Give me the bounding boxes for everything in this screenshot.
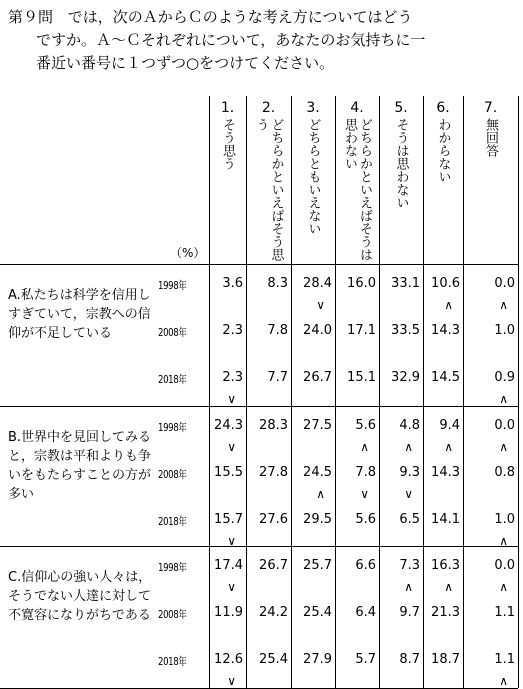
value-cell: 1.1 — [494, 605, 515, 620]
column-label: そうは思わない — [393, 118, 409, 209]
value-cell: 32.9 — [391, 370, 420, 385]
significance-mark: ∧ — [360, 440, 369, 454]
year-label: 2008年 — [158, 326, 187, 339]
significance-mark: ∨ — [227, 674, 236, 688]
value-cell: 27.6 — [259, 512, 288, 527]
value-cell: 9.4 — [439, 418, 460, 433]
value-cell: 18.7 — [431, 652, 460, 667]
value-cell: 24.3 — [214, 418, 243, 433]
value-cell: 15.7 — [214, 512, 243, 527]
question-text — [8, 6, 518, 75]
item-label-c: C.信仰心の強い人々は，そうでない人達に対して不寛容になりがちである — [8, 570, 152, 623]
unit-label: （%） — [170, 246, 206, 260]
significance-mark: ∨ — [404, 487, 413, 501]
significance-mark: ∧ — [444, 580, 453, 594]
significance-mark: ∧ — [444, 440, 453, 454]
value-cell: 16.0 — [347, 276, 376, 291]
value-cell: 10.6 — [431, 276, 460, 291]
value-cell: 2.3 — [222, 370, 243, 385]
value-cell: 12.6 — [214, 652, 243, 667]
value-cell: 4.8 — [399, 418, 420, 433]
value-cell: 24.5 — [303, 465, 332, 480]
value-cell: 24.0 — [303, 323, 332, 338]
significance-mark: ∧ — [316, 487, 325, 501]
significance-mark: ∨ — [360, 487, 369, 501]
value-cell: 1.1 — [494, 652, 515, 667]
value-cell: 25.4 — [259, 652, 288, 667]
value-cell: 8.3 — [267, 276, 288, 291]
column-number: 3. — [306, 100, 320, 116]
value-cell: 14.3 — [431, 465, 460, 480]
column-label: わからない — [435, 118, 451, 183]
column-number: 7. — [483, 100, 498, 116]
column-number: 4. — [350, 100, 364, 116]
value-cell: 29.5 — [303, 512, 332, 527]
question-label: 第９問 — [8, 8, 54, 26]
significance-mark: ∧ — [499, 674, 508, 688]
value-cell: 25.7 — [303, 558, 332, 573]
significance-mark: ∨ — [227, 392, 236, 406]
table-rule — [0, 546, 518, 547]
value-cell: 27.9 — [303, 652, 332, 667]
column-label: 無回答 — [483, 118, 498, 157]
value-cell: 27.8 — [259, 465, 288, 480]
value-cell: 7.8 — [267, 323, 288, 338]
value-cell: 5.7 — [355, 652, 376, 667]
column-header-3 — [291, 100, 335, 266]
item-label-a: A.私たちは科学を信用しすぎていて，宗教への信仰が不足している — [8, 288, 151, 341]
value-cell: 0.0 — [494, 276, 515, 291]
column-header-1 — [209, 100, 246, 170]
value-cell: 5.6 — [355, 512, 376, 527]
significance-mark: ∨ — [227, 440, 236, 454]
column-header-5 — [379, 100, 423, 209]
significance-mark: ∧ — [404, 580, 413, 594]
column-number: 1. — [220, 100, 235, 116]
value-cell: 7.7 — [267, 370, 288, 385]
column-label: どちらかといえばそう思う — [253, 118, 284, 261]
significance-mark: ∧ — [499, 580, 508, 594]
value-cell: 15.5 — [214, 465, 243, 480]
value-cell: 28.3 — [259, 418, 288, 433]
table-rule — [0, 406, 518, 407]
significance-mark: ∨ — [227, 534, 236, 548]
value-cell: 26.7 — [303, 370, 332, 385]
value-cell: 9.7 — [399, 605, 420, 620]
value-cell: 14.5 — [431, 370, 460, 385]
value-cell: 16.3 — [431, 558, 460, 573]
column-header-4 — [335, 100, 379, 266]
year-label: 1998年 — [158, 561, 187, 574]
column-header-7 — [463, 100, 518, 157]
value-cell: 24.2 — [259, 605, 288, 620]
value-cell: 27.5 — [303, 418, 332, 433]
value-cell: 2.3 — [222, 323, 243, 338]
value-cell: 0.8 — [494, 465, 515, 480]
value-cell: 6.6 — [355, 558, 376, 573]
significance-mark: ∧ — [444, 298, 453, 312]
value-cell: 3.6 — [222, 276, 243, 291]
value-cell: 17.1 — [347, 323, 376, 338]
value-cell: 0.0 — [494, 558, 515, 573]
year-label: 1998年 — [158, 279, 187, 292]
value-cell: 9.3 — [399, 465, 420, 480]
significance-mark: ∨ — [316, 298, 325, 312]
question-line-1: では，次のＡからＣのような考え方についてはどう — [67, 8, 413, 26]
year-label: 2018年 — [158, 515, 187, 528]
value-cell: 8.7 — [399, 652, 420, 667]
column-header-6 — [423, 100, 463, 183]
table-rule — [518, 96, 519, 688]
column-header-2 — [246, 100, 291, 266]
column-number: 6. — [436, 100, 450, 116]
value-cell: 17.4 — [214, 558, 243, 573]
value-cell: 11.9 — [214, 605, 243, 620]
significance-mark: ∧ — [404, 440, 413, 454]
value-cell: 14.1 — [431, 512, 460, 527]
table-rule — [423, 96, 424, 688]
question-line-2: ですか。Ａ～Ｃそれぞれについて，あなたのお気持ちに一 — [36, 31, 426, 49]
value-cell: 1.0 — [494, 512, 515, 527]
value-cell: 26.7 — [259, 558, 288, 573]
value-cell: 0.0 — [494, 418, 515, 433]
value-cell: 6.5 — [399, 512, 420, 527]
value-cell: 7.8 — [355, 465, 376, 480]
value-cell: 21.3 — [431, 605, 460, 620]
significance-mark: ∧ — [499, 440, 508, 454]
value-cell: 7.3 — [399, 558, 420, 573]
value-cell: 15.1 — [347, 370, 376, 385]
value-cell: 25.4 — [303, 605, 332, 620]
year-label: 1998年 — [158, 421, 187, 434]
column-number: 5. — [394, 100, 408, 116]
year-label: 2018年 — [158, 373, 187, 386]
value-cell: 6.4 — [355, 605, 376, 620]
value-cell: 0.9 — [494, 370, 515, 385]
value-cell: 33.5 — [391, 323, 420, 338]
year-label: 2008年 — [158, 468, 187, 481]
response-table — [0, 96, 523, 689]
value-cell: 14.3 — [431, 323, 460, 338]
value-cell: 33.1 — [391, 276, 420, 291]
year-label: 2008年 — [158, 608, 187, 621]
significance-mark: ∧ — [499, 534, 508, 548]
significance-mark: ∨ — [227, 580, 236, 594]
value-cell: 1.0 — [494, 323, 515, 338]
value-cell: 5.6 — [355, 418, 376, 433]
significance-mark: ∧ — [499, 298, 508, 312]
column-number: 2. — [261, 100, 276, 116]
significance-mark: ∧ — [499, 392, 508, 406]
column-label: そう思う — [220, 118, 235, 170]
column-label: どちらともいえない — [305, 118, 321, 235]
item-label-b: B.世界中を見回してみると，宗教は平和よりも争いをもたらすことの方が多い — [8, 430, 152, 502]
value-cell: 28.4 — [303, 276, 332, 291]
column-label: どちらかといえばそうは思わない — [342, 118, 372, 261]
year-label: 2018年 — [158, 655, 187, 668]
question-line-3: 番近い番号に１つずつ○をつけてください。 — [36, 54, 335, 72]
